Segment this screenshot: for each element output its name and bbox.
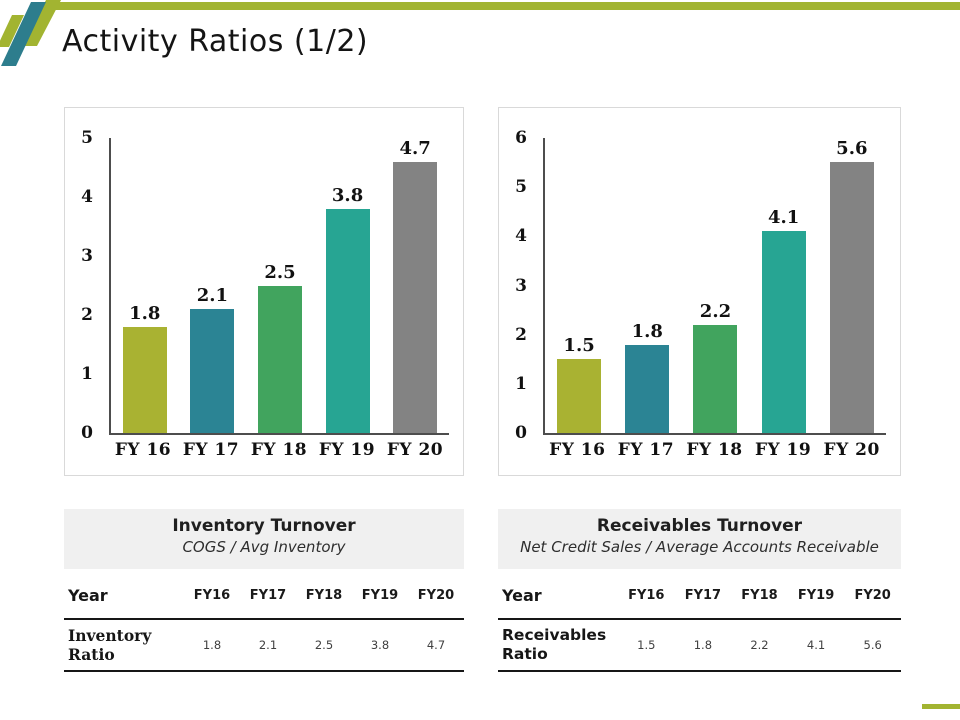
bar-slot [693,138,737,433]
table-cell: 2.1 [258,638,278,652]
bar-fy20 [393,162,437,433]
table-col-header: FY16 [628,588,665,603]
bar-fy16 [123,327,167,433]
bar-fy18 [258,286,302,434]
x-axis-label: FY 18 [250,440,308,460]
table-header-row [64,571,464,620]
bar-slot [190,138,234,433]
x-axis-label: FY 17 [617,440,675,460]
x-axis-labels [543,440,886,460]
y-axis-tick: 6 [515,128,527,148]
bar-value-label: 1.8 [631,320,663,342]
table-col-header: FY17 [249,588,287,603]
x-axis-label: FY 19 [754,440,812,460]
bar-value-label: 2.5 [264,261,296,283]
bar-slot [326,138,370,433]
chart-table-subtitle: COGS / Avg Inventory [182,538,346,556]
table-row-header: Year [502,586,542,605]
receivables-turnover-section [498,107,901,672]
table-col-header: FY19 [361,588,399,603]
bar-fy19 [762,231,806,433]
bar-value-label: 3.8 [331,184,364,206]
bottom-right-accent-strip [922,704,960,709]
bar-value-label: 1.8 [129,302,161,324]
bar-fy18 [693,325,737,433]
bar-slot [393,138,437,433]
bar-slot [557,138,601,433]
bar-value-label: 2.1 [196,285,229,307]
plot-area [543,138,886,435]
table-cell: 2.2 [750,638,769,652]
table-row-label: Inventory Ratio [68,626,152,664]
inventory-turnover-table [64,571,464,672]
y-axis-tick: 5 [515,177,527,198]
table-col-header: FY18 [305,588,343,603]
x-axis-labels [109,440,449,460]
table-cell: 1.5 [637,638,656,652]
table-col-header: FY16 [193,588,231,603]
y-axis-tick: 1 [81,364,93,384]
receivables-turnover-header-band [498,509,901,569]
x-axis-label: FY 19 [318,440,376,460]
chart-table-subtitle: Net Credit Sales / Average Accounts Receivable [520,538,879,556]
inventory-turnover-section [64,107,464,672]
table-cell: 4.1 [806,638,826,652]
plot-area [109,138,449,435]
bar-slot [762,138,806,433]
chart-table-title: Inventory Turnover [172,516,356,536]
bar-value-label: 4.1 [767,207,800,229]
y-axis-tick: 0 [515,423,527,443]
x-axis-label: FY 20 [823,440,880,460]
bars-group [545,138,886,433]
inventory-turnover-header-band [64,509,464,569]
y-axis-tick: 2 [81,305,93,325]
bar-fy17 [190,309,234,433]
table-cell: 1.8 [202,638,222,652]
bar-slot [123,138,167,433]
table-cell: 1.8 [693,638,713,652]
bar-value-label: 5.6 [836,138,868,159]
bar-fy17 [625,345,669,434]
table-row-header: Year [68,586,108,605]
bar-fy20 [830,162,874,433]
bar-slot [258,138,302,433]
y-axis-tick: 2 [515,324,527,345]
table-cell: 2.5 [314,638,334,652]
bar-value-label: 2.2 [699,300,732,322]
receivables-turnover-table [498,571,901,672]
y-axis-tick: 4 [81,187,93,207]
bar-slot [830,138,874,433]
top-rule-bar [55,2,960,10]
x-axis-label: FY 16 [114,440,172,460]
x-axis-label: FY 17 [182,440,240,460]
y-axis-tick: 3 [81,246,93,266]
x-axis-label: FY 18 [686,440,743,460]
table-col-header: FY19 [797,588,835,603]
y-axis-tick: 5 [81,128,93,148]
table-col-header: FY20 [417,588,455,603]
table-data-row [64,620,464,672]
table-header-row [498,571,901,620]
x-axis-label: FY 20 [386,440,444,460]
inventory-turnover-chart [64,107,464,476]
y-axis-tick: 4 [515,226,527,247]
bar-value-label: 1.5 [563,335,595,357]
table-col-header: FY20 [854,588,891,603]
bars-group [111,138,449,433]
table-cell: 4.7 [426,638,446,652]
bar-value-label: 4.7 [399,138,431,159]
table-row-label: Receivables Ratio [502,626,607,663]
bar-slot [625,138,669,433]
table-col-header: FY17 [684,588,722,603]
table-col-header: FY18 [741,588,778,603]
bar-fy19 [326,209,370,433]
bar-fy16 [557,359,601,433]
y-axis-tick: 3 [515,275,527,296]
y-axis-tick: 1 [515,373,527,394]
table-cell: 5.6 [863,638,882,652]
x-axis-label: FY 16 [549,440,606,460]
chart-table-title: Receivables Turnover [596,516,803,536]
receivables-turnover-chart [498,107,901,476]
table-cell: 3.8 [370,638,390,652]
page-title: Activity Ratios (1/2) [62,24,369,59]
y-axis-tick: 0 [81,423,93,443]
table-data-row [498,620,901,672]
